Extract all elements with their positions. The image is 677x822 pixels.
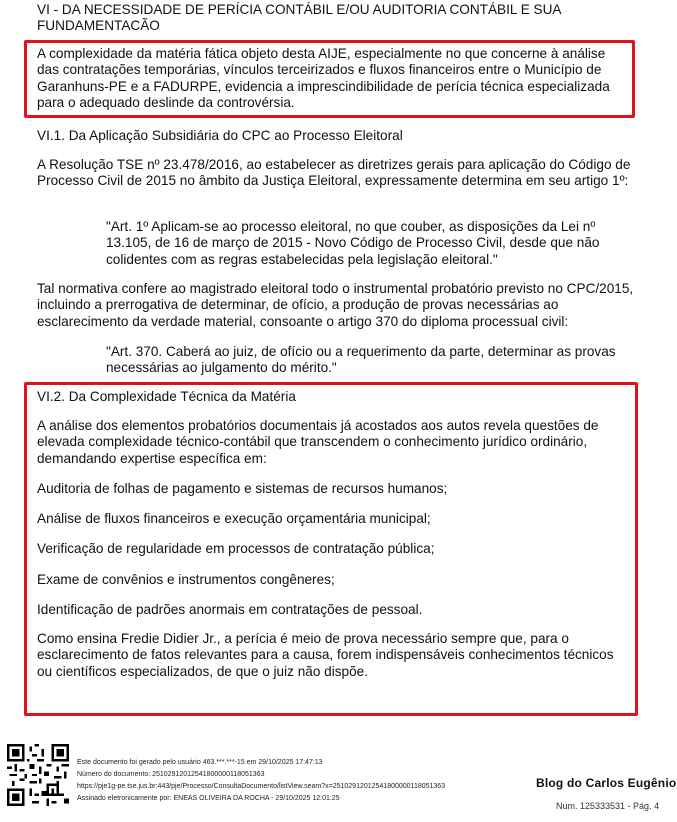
- list-item: Exame de convênios e instrumentos congêneres;: [37, 572, 335, 587]
- subsection-title-2: VI.2. Da Complexidade Técnica da Matéria: [37, 389, 296, 404]
- qr-code-icon: [7, 744, 69, 806]
- footer-document-number: Número do documento: 25102912012541800000118051363: [77, 771, 265, 778]
- footer-generated-by: Este documento foi gerado pelo usuário 463.***.***-15 em 29/10/2025 17:47:13: [77, 759, 323, 766]
- subsection-title-1: VI.1. Da Aplicação Subsidiária do CPC ao Processo Eleitoral: [37, 128, 403, 143]
- footer-signed-by: Assinado eletronicamente por: ENEAS OLIVEIRA DA ROCHA - 29/10/2025 12:01:25: [77, 795, 340, 802]
- list-item: Identificação de padrões anormais em contratações de pessoal.: [37, 602, 423, 617]
- footer-document-url[interactable]: https://pje1g-pe.tse.jus.br:443/pje/Processo/ConsultaDocumento/listView.seam?x=25102912012541800000118051363: [77, 783, 446, 790]
- section-heading: VI - DA NECESSIDADE DE PERÍCIA CONTÁBIL E/OU AUDITORIA CONTÁBIL E SUA FUNDAMENTACÃO: [37, 2, 561, 34]
- quote-art-370: "Art. 370. Caberá ao juiz, de ofício ou a requerimento da parte, determinar as provas necessárias ao julgamento do mérito.": [106, 344, 616, 376]
- paragraph-analise: A análise dos elementos probatórios documentais já acostados aos autos revela questões de elevada complexidade técnico-contábil que transcendem o conhecimento jurídico ordinário, demandando expertise específica em:: [37, 418, 599, 466]
- list-item: Auditoria de folhas de pagamento e sistemas de recursos humanos;: [37, 481, 448, 496]
- paragraph-resolucao: A Resolução TSE nº 23.478/2016, ao estabelecer as diretrizes gerais para aplicação do Código de Processo Civil de 2015 no âmbito da Justiça Eleitoral, expressamente determina em seu artigo 1º:: [37, 157, 631, 189]
- list-item: Análise de fluxos financeiros e execução orçamentária municipal;: [37, 511, 431, 526]
- intro-paragraph: A complexidade da matéria fática objeto desta AIJE, especialmente no que concerne à análise das contratações temporárias, vínculos terceirizados e fluxos financeiros entre o Município de Garanhuns-PE e a FADURPE, evidencia a imprescindibilidade de perícia técnica especializada para o adequado deslinde da controvérsia.: [37, 46, 610, 110]
- blog-watermark: Blog do Carlos Eugênio: [536, 776, 677, 790]
- quote-art-1: "Art. 1º Aplicam-se ao processo eleitoral, no que couber, as disposições da Lei nº 13.105, de 16 de março de 2015 - Novo Código de Processo Civil, desde que não colidentes com as regras estabelecidas pela legislação eleitoral.": [106, 219, 600, 267]
- paragraph-normativa: Tal normativa confere ao magistrado eleitoral todo o instrumental probatório previsto no CPC/2015, incluindo a prerrogativa de determinar, de ofício, a produção de provas necessárias ao esclarecimento da verdade material, consoante o artigo 370 do diploma processual civil:: [37, 281, 634, 329]
- list-item: Verificação de regularidade em processos de contratação pública;: [37, 541, 435, 556]
- page-number: Num. 125333531 - Pág. 4: [556, 801, 660, 811]
- paragraph-didier: Como ensina Fredie Didier Jr., a perícia é meio de prova necessário sempre que, para o esclarecimento de fatos relevantes para a causa, forem indispensáveis conhecimentos técnicos ou científicos especializados, de que o juiz não dispõe.: [37, 631, 614, 679]
